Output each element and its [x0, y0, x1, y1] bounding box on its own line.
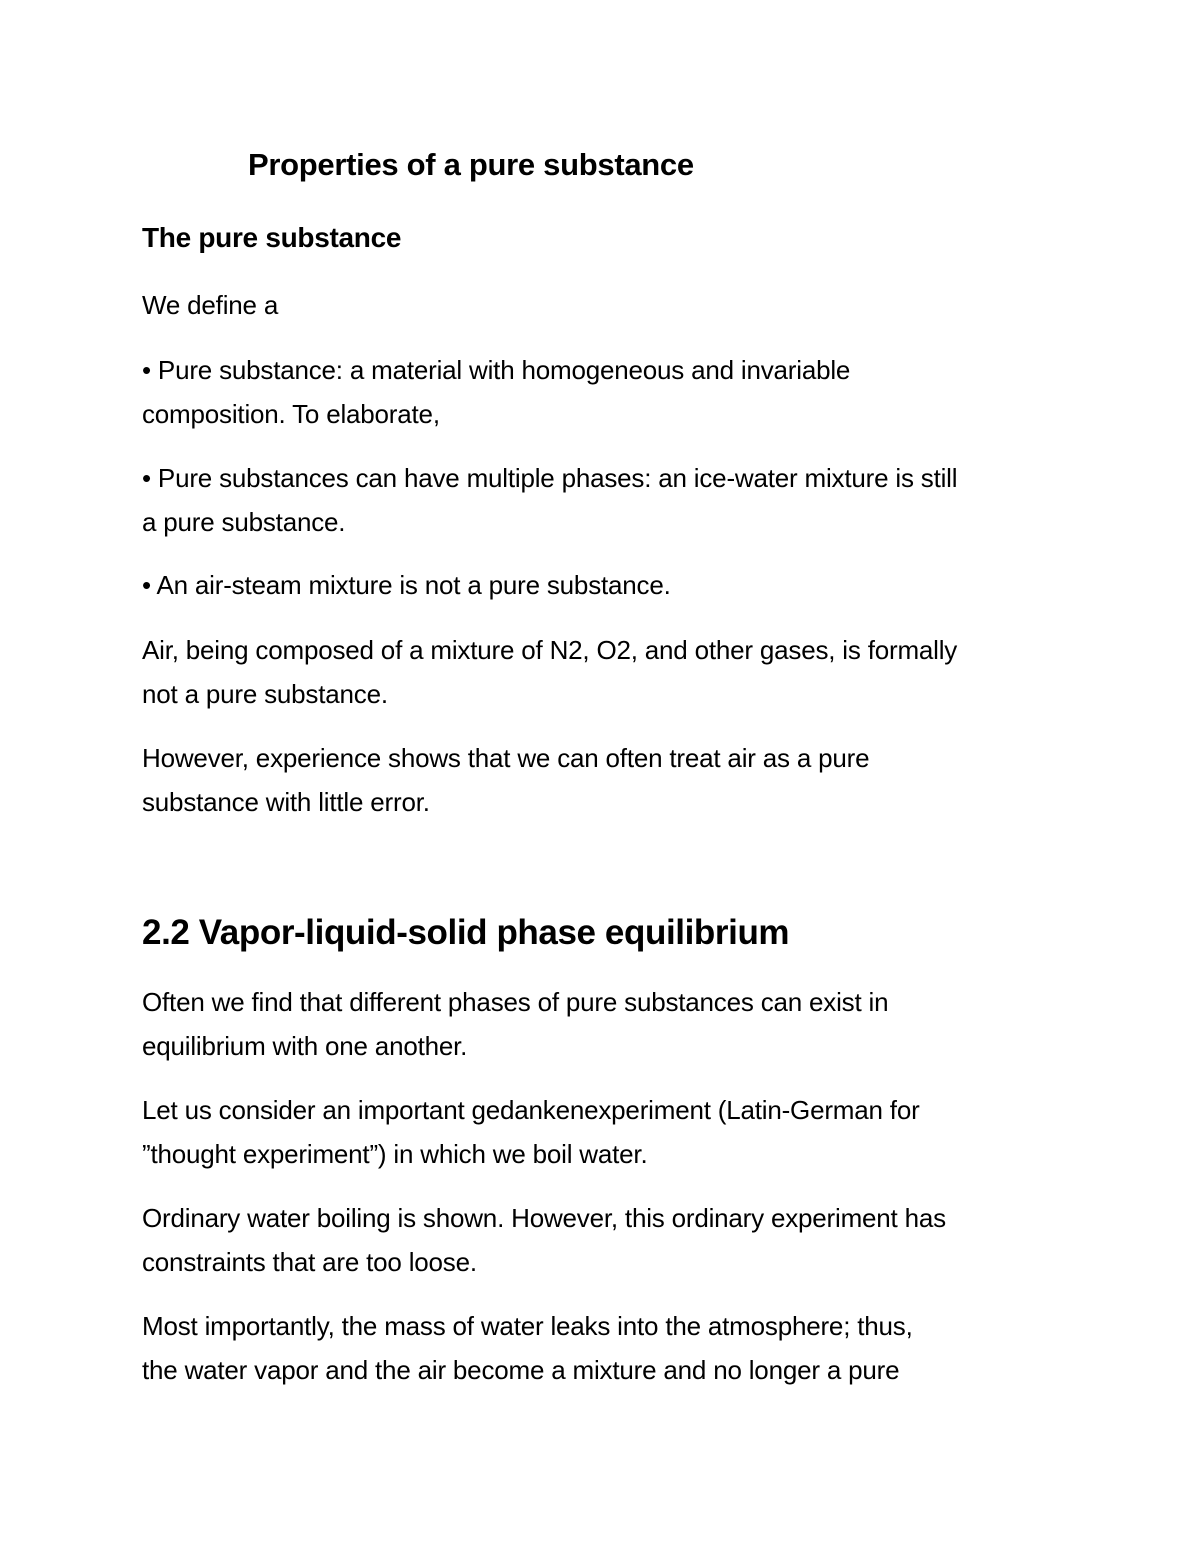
paragraph-4-line-1: Let us consider an important gedankenexperiment (Latin-German for [142, 1095, 920, 1125]
paragraph-2-line-2: substance with little error. [142, 787, 430, 817]
page-title: Properties of a pure substance [248, 147, 694, 182]
paragraph-3-line-2: equilibrium with one another. [142, 1031, 468, 1061]
subtitle-heading: The pure substance [142, 222, 402, 253]
bullet-2-line-1: • Pure substances can have multiple phases: an ice-water mixture is still [142, 463, 958, 493]
bullet-3: • An air-steam mixture is not a pure substance. [142, 570, 671, 600]
bullet-1-line-1: • Pure substance: a material with homogeneous and invariable [142, 355, 851, 385]
paragraph-5-line-1: Ordinary water boiling is shown. However, this ordinary experiment has [142, 1203, 946, 1233]
bullet-2-line-2: a pure substance. [142, 507, 346, 537]
paragraph-6-line-1: Most importantly, the mass of water leaks into the atmosphere; thus, [142, 1311, 913, 1341]
paragraph-4-line-2: ”thought experiment”) in which we boil water. [142, 1139, 648, 1169]
paragraph-2-line-1: However, experience shows that we can often treat air as a pure [142, 743, 870, 773]
paragraph-3-line-1: Often we find that different phases of pure substances can exist in [142, 987, 889, 1017]
paragraph-5-line-2: constraints that are too loose. [142, 1247, 477, 1277]
bullet-1-line-2: composition. To elaborate, [142, 399, 440, 429]
paragraph-6-line-2: the water vapor and the air become a mixture and no longer a pure [142, 1355, 900, 1385]
paragraph-1-line-1: Air, being composed of a mixture of N2, O2, and other gases, is formally [142, 635, 958, 665]
section-heading: 2.2 Vapor-liquid-solid phase equilibrium [142, 913, 790, 952]
paragraph-1-line-2: not a pure substance. [142, 679, 388, 709]
intro-text: We define a [142, 290, 279, 320]
